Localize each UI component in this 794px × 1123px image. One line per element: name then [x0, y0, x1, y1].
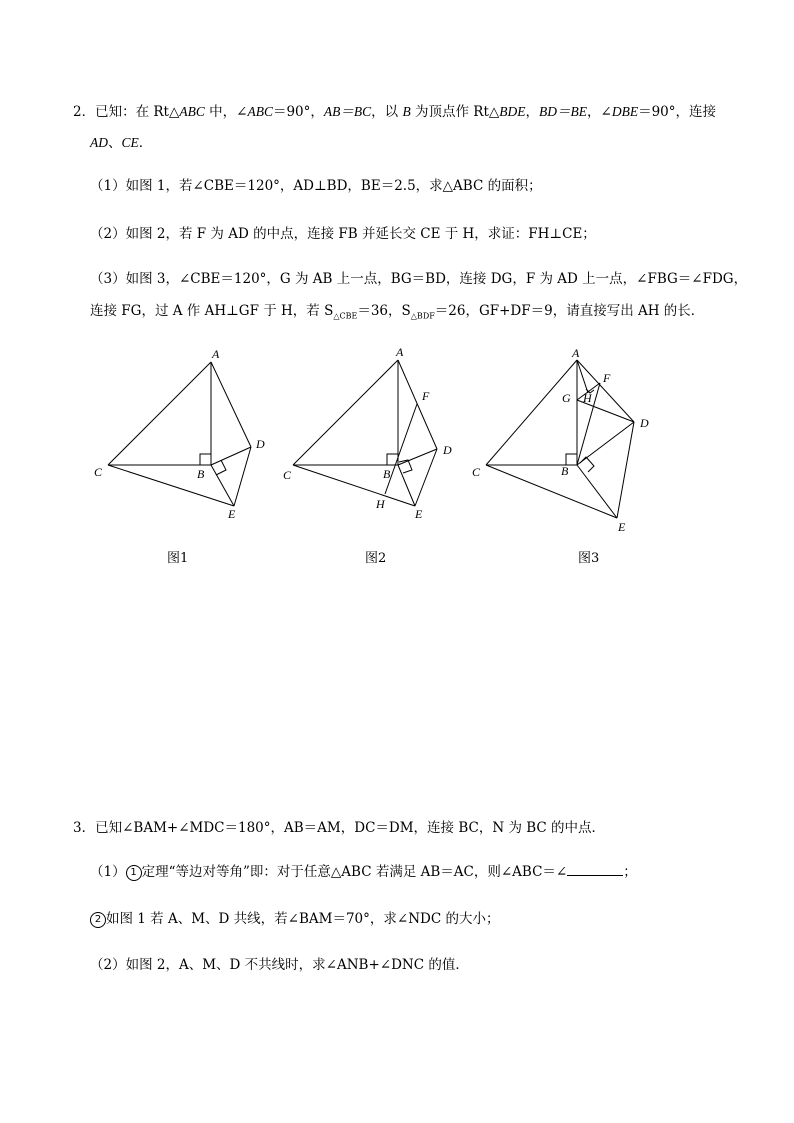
segment-de — [617, 422, 634, 518]
q3-text: ＝26，GF+DF＝9，请直接写出 AH 的长． — [434, 303, 705, 319]
q3-text: ＝36，S — [357, 303, 411, 319]
vertex-label-d: D — [443, 443, 452, 457]
q1a-text: 定理“等边对等角”即：对于任意△ABC 若满足 AB＝AC，则∠ABC＝∠ — [141, 864, 568, 880]
q3-text: 连接 FG，过 A 作 AH⊥GF 于 H，若 S — [90, 303, 334, 319]
stem-text: 为顶点作 Rt△ — [410, 104, 500, 120]
segment-be — [398, 465, 415, 506]
circled-number-2: 2 — [90, 912, 106, 928]
segment-ac — [293, 360, 398, 465]
stem-text: ＝90°，连接 — [638, 104, 717, 120]
figure-3-diagram — [466, 340, 666, 540]
figure-2-caption: 图2 — [365, 551, 387, 566]
problem3-question1a — [90, 863, 637, 881]
vertex-label-f: F — [422, 389, 430, 403]
figure-3 — [466, 340, 666, 544]
figure-2-diagram — [278, 340, 468, 530]
problem3-question2: （2）如图 2，A、M、D 不共线时，求∠ANB+∠DNC 的值． — [90, 957, 469, 973]
figure-3-caption: 图3 — [578, 551, 600, 566]
vertex-label-a: A — [396, 345, 404, 359]
stem-text: ， — [525, 104, 540, 120]
figure-2 — [278, 340, 468, 534]
problem2-stem-line1 — [73, 103, 716, 121]
circled-number-1: 1 — [126, 865, 142, 881]
stem-text: AB＝BC — [323, 104, 372, 119]
vertex-label-c: C — [94, 465, 103, 479]
vertex-label-h: H — [376, 497, 385, 511]
vertex-label-g: G — [562, 391, 571, 405]
stem-text: DBE — [611, 104, 639, 119]
q1a-prefix: （1） — [90, 864, 126, 880]
q1b-text: 如图 1 若 A、M、D 共线，若∠BAM＝70°，求∠NDC 的大小； — [106, 911, 500, 927]
segment-bd — [577, 422, 634, 465]
vertex-label-c: C — [283, 468, 292, 482]
segment-de — [415, 449, 437, 506]
stem-text: 中，∠ — [204, 104, 248, 120]
stem-text: 已知：在 Rt△ — [95, 104, 180, 120]
segment-de — [234, 447, 251, 506]
problem2-question1: （1）如图 1，若∠CBE＝120°，AD⊥BD，BE＝2.5，求△ABC 的面积； — [90, 178, 542, 194]
stem-text: CE — [121, 135, 139, 150]
problem3-stem-text: 已知∠BAM+∠MDC＝180°，AB＝AM，DC＝DM，连接 BC，N 为 BC 的中点． — [95, 820, 606, 836]
right-angle-mark-dbe — [580, 457, 594, 472]
segment-ce — [293, 465, 415, 506]
problem3-question1b — [90, 910, 499, 928]
segment-ce — [108, 465, 234, 506]
stem-text: BDE — [499, 104, 526, 119]
vertex-label-h: H — [583, 391, 592, 405]
problem2-question3-line2 — [90, 302, 704, 326]
vertex-label-a: A — [572, 346, 580, 360]
figure-1-diagram — [88, 340, 278, 530]
answer-blank[interactable] — [567, 863, 623, 876]
stem-text: 、 — [108, 135, 122, 151]
vertex-label-b: B — [197, 467, 205, 481]
segment-ad — [398, 360, 437, 449]
stem-text: ABC — [179, 104, 205, 119]
stem-text: ABC — [247, 104, 273, 119]
vertex-label-d: D — [640, 416, 649, 430]
problem3-stem — [73, 819, 605, 837]
figure-1 — [88, 340, 278, 534]
problem3-number: 3． — [73, 820, 96, 836]
stem-text: B — [402, 104, 411, 119]
segment-ad — [211, 362, 251, 447]
q3-subscript: △CBE — [333, 311, 358, 321]
segment-ah — [577, 360, 588, 393]
vertex-label-e: E — [618, 520, 626, 534]
figure-1-caption: 图1 — [167, 551, 189, 566]
problem2-question3-line1: （3）如图 3，∠CBE＝120°，G 为 AB 上一点，BG＝BD，连接 DG，F 为 AD 上一点，∠FBG＝∠FDG， — [90, 271, 748, 287]
problem2-question2: （2）如图 2，若 F 为 AD 的中点，连接 FB 并延长交 CE 于 H，求证：FH⊥CE； — [90, 226, 596, 242]
stem-text: ，以 — [371, 104, 403, 120]
segment-ac — [108, 362, 211, 465]
stem-text: ＝90°， — [272, 104, 324, 120]
vertex-label-b: B — [561, 464, 569, 478]
vertex-label-c: C — [472, 465, 481, 479]
stem-text: ，∠ — [587, 104, 612, 120]
vertex-label-b: B — [383, 467, 391, 481]
problem2-stem-line2 — [90, 134, 152, 152]
vertex-label-e: E — [415, 507, 423, 521]
stem-text: AD — [90, 135, 108, 150]
segment-bd — [211, 447, 251, 465]
vertex-label-d: D — [256, 437, 265, 451]
stem-text: ． — [138, 135, 153, 151]
vertex-label-f: F — [603, 371, 611, 385]
vertex-label-a: A — [212, 347, 220, 361]
right-angle-mark-abc — [200, 454, 211, 465]
stem-text: BD＝BE — [539, 104, 588, 119]
segment-bd — [398, 449, 437, 465]
problem2-number: 2． — [73, 104, 96, 120]
q1a-end: ； — [623, 864, 637, 880]
vertex-label-e: E — [228, 507, 236, 521]
segment-ac — [486, 360, 577, 465]
q3-subscript: △BDF — [410, 311, 435, 321]
